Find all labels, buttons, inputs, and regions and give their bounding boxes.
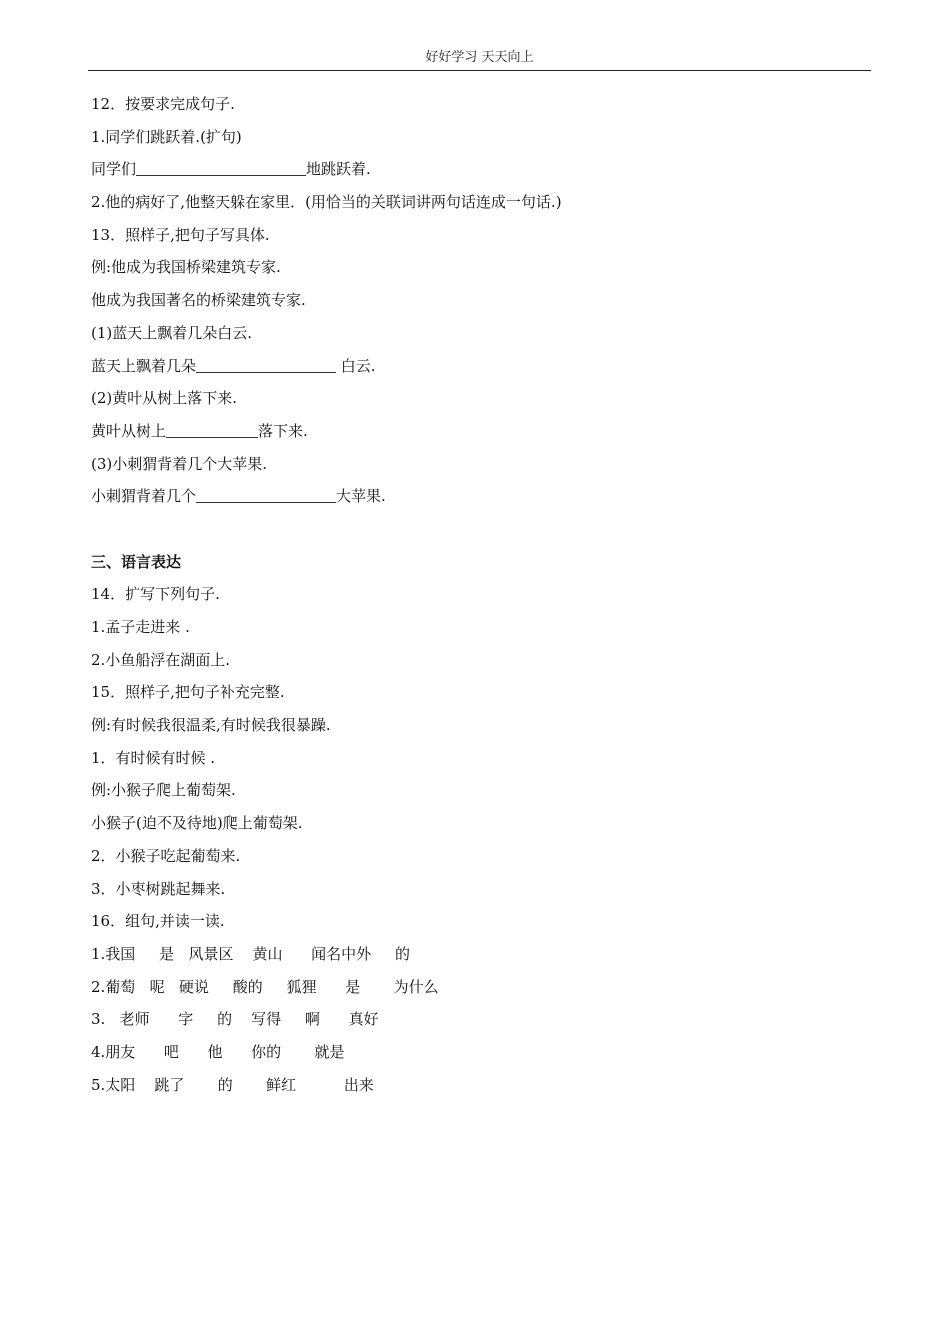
question-12-title: 12．按要求完成句子. (91, 95, 235, 113)
question-16-item-1: 1.我国 是 风景区 黄山 闻名中外 的 (91, 944, 410, 963)
fill-suffix: 大苹果. (336, 487, 386, 506)
question-16-item-3: 3. 老师 字 的 写得 啊 真好 (91, 1010, 379, 1029)
question-16-item-2: 2.葡萄 呢 硬说 酸的 狐狸 是 为什么 (91, 977, 439, 996)
question-13-item-2-fill (91, 415, 871, 448)
question-15-item-3: 3．小枣树跳起舞来. (91, 879, 226, 898)
question-16-item-5: 5.太阳 跳了 的 鲜红 出来 (91, 1075, 374, 1094)
document-body (91, 88, 871, 1101)
fill-prefix: 蓝天上飘着几朵 (91, 356, 197, 375)
question-15-title: 15．照样子,把句子补充完整. (91, 683, 285, 702)
fill-suffix: 落下来. (258, 421, 308, 440)
fill-prefix: 小刺猬背着几个 (91, 487, 197, 506)
section-3-heading: 三、语言表达 (91, 552, 182, 571)
question-15-example-2: 例:小猴子爬上葡萄架. (91, 781, 236, 800)
question-14-item-2: 2.小鱼船浮在湖面上. (91, 650, 231, 669)
answer-blank[interactable] (196, 358, 336, 373)
question-15-example-1: 例:有时候我很温柔,有时候我很暴躁. (91, 716, 331, 735)
question-14-item-1: 1.孟子走进来 . (91, 618, 190, 636)
question-12-item-1: 1.同学们跳跃着.(扩句) (91, 127, 242, 146)
question-13-item-1-fill (91, 350, 871, 383)
question-13-item-3-fill (91, 480, 871, 513)
question-15-item-1: 1．有时候有时候 . (91, 748, 216, 767)
question-13-item-1: (1)蓝天上飘着几朵白云. (91, 323, 253, 342)
spacer (91, 513, 871, 546)
page-header (88, 48, 871, 71)
question-16-title: 16．组句,并读一读. (91, 912, 225, 931)
question-13-title: 13．照样子,把句子写具体. (91, 225, 270, 244)
question-12-item-2: 2.他的病好了,他整天躲在家里．(用恰当的关联词讲两句话连成一句话.) (91, 193, 562, 212)
question-13-item-3: (3)小刺猬背着几个大苹果. (91, 454, 268, 473)
question-14-title: 14．扩写下列句子. (91, 585, 220, 604)
fill-suffix: 地跳跃着. (306, 160, 371, 179)
question-13-item-2: (2)黄叶从树上落下来. (91, 389, 238, 408)
question-15-item-2: 2．小猴子吃起葡萄来. (91, 846, 241, 865)
answer-blank[interactable] (196, 488, 336, 503)
header-title: 好好学习 天天向上 (425, 50, 534, 65)
answer-blank[interactable] (136, 161, 306, 176)
fill-prefix: 同学们 (91, 160, 137, 179)
fill-suffix: 白云. (336, 356, 376, 375)
question-13-example-answer: 他成为我国著名的桥梁建筑专家. (91, 291, 306, 310)
fill-prefix: 黄叶从树上 (91, 421, 167, 440)
question-12-item-1-fill (91, 153, 871, 186)
question-15-example-2-answer: 小猴子(迫不及待地)爬上葡萄架. (91, 814, 303, 833)
answer-blank[interactable] (166, 423, 258, 438)
question-13-example: 例:他成为我国桥梁建筑专家. (91, 258, 281, 277)
question-16-item-4: 4.朋友 吧 他 你的 就是 (91, 1042, 345, 1061)
